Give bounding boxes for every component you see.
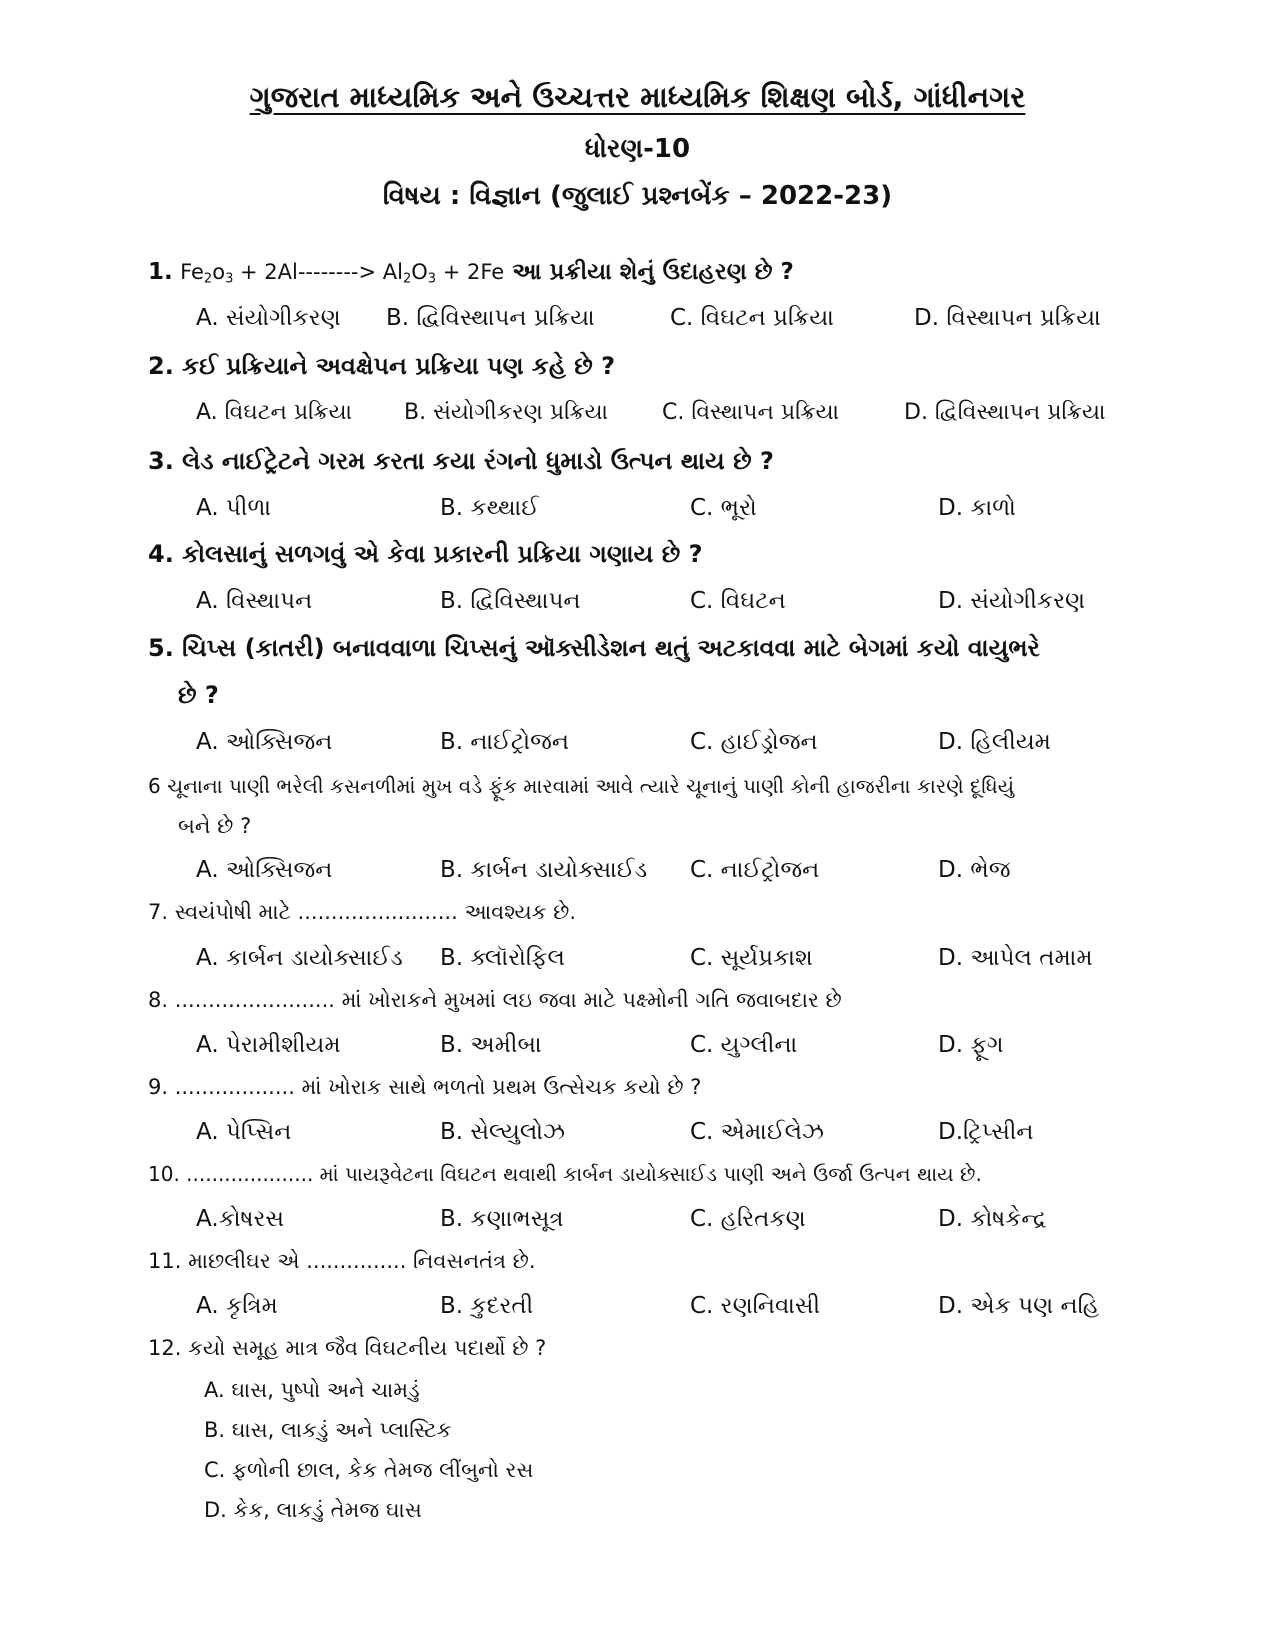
- option-a[interactable]: A. વિઘટન પ્રક્રિયા: [196, 400, 353, 425]
- question-9-options: [196, 1110, 1196, 1154]
- question-1: 1. $Fe_2o_3 + 2Al--------> Al_2O_3 + 2Fe$ આ પ્રક્રીયા શેનું ઉદાહરણ છે ?: [148, 259, 794, 287]
- option-c[interactable]: C. હરિતકણ: [690, 1206, 806, 1232]
- option-b[interactable]: B. કણાભસૂત્ર: [440, 1206, 564, 1232]
- question-11-options: [196, 1284, 1196, 1328]
- option-b[interactable]: B. ઘાસ, લાકડું અને પ્લાસ્ટિક: [204, 1418, 452, 1442]
- option-b[interactable]: B. કથ્થાઈ: [440, 495, 539, 521]
- option-c[interactable]: C. એમાઈલેઝ: [690, 1119, 824, 1145]
- question-3: 3. લેડ નાઈટ્રેટને ગરમ કરતા કયા રંગનો ધુમાડો ઉત્પન થાય છે ?: [148, 447, 774, 475]
- option-c[interactable]: C. ભૂરો: [690, 495, 757, 521]
- option-d[interactable]: D. દ્વિવિસ્થાપન પ્રક્રિયા: [904, 400, 1106, 425]
- question-6: 6 ચૂનાના પાણી ભરેલી કસનળીમાં મુખ વડે ફૂંક મારવામાં આવે ત્યારે ચૂનાનું પાણી કોની હાજરીના કારણે દૂધિયું: [148, 774, 1015, 798]
- question-10-options: [196, 1197, 1196, 1241]
- option-b[interactable]: B. અમીબા: [440, 1032, 542, 1058]
- option-c[interactable]: C. વિઘટન: [690, 588, 786, 614]
- option-b[interactable]: B. કાર્બન ડાયોક્સાઈડ: [440, 857, 648, 883]
- question-4-options: [196, 579, 1196, 623]
- question-4: 4. કોલસાનું સળગવું એ કેવા પ્રકારની પ્રક્રિયા ગણાય છે ?: [148, 540, 703, 568]
- option-c[interactable]: C. હાઈડ્રોજન: [690, 729, 818, 755]
- option-b[interactable]: B. સંયોગીકરણ પ્રક્રિયા: [404, 400, 609, 425]
- option-a[interactable]: A. વિસ્થાપન: [196, 588, 313, 614]
- board-title: ગુજરાત માધ્યમિક અને ઉચ્ચત્તર માધ્યમિક શિક્ષણ બોર્ડ, ગાંધીનગર: [249, 80, 1026, 114]
- question-7: 7. સ્વયંપોષી માટે ........................ આવશ્યક છે.: [148, 900, 577, 924]
- question-9: 9. .................. માં ખોરાક સાથે ભળતો પ્રથમ ઉત્સેચક કયો છે ?: [148, 1075, 702, 1099]
- option-c[interactable]: C. વિઘટન પ્રક્રિયા: [670, 305, 834, 331]
- question-2: 2. કઈ પ્રક્રિયાને અવક્ષેપન પ્રક્રિયા પણ કહે છે ?: [148, 352, 616, 380]
- option-a[interactable]: A. પેરામીશીયમ: [196, 1032, 341, 1058]
- option-d[interactable]: D. ફૂગ: [938, 1032, 1004, 1058]
- option-d[interactable]: D. કોષકેન્દ્ર: [938, 1206, 1047, 1232]
- question-8-options: [196, 1023, 1196, 1067]
- question-5: 5. ચિપ્સ (કાતરી) બનાવવાળા ચિપ્સનું ઑક્સીડેશન થતું અટકાવવા માટે બેગમાં કયો વાયુભરે: [148, 634, 1040, 662]
- option-c[interactable]: C. વિસ્થાપન પ્રક્રિયા: [662, 400, 840, 425]
- option-d[interactable]: D. ભેજ: [938, 857, 1011, 883]
- option-b[interactable]: B. નાઈટ્રોજન: [440, 729, 569, 755]
- question-7-options: [196, 936, 1196, 980]
- option-b[interactable]: B. ક્લૉરોફિલ: [440, 945, 565, 971]
- option-d[interactable]: D. આપેલ તમામ: [938, 945, 1093, 971]
- option-a[interactable]: A. પીળા: [196, 495, 272, 521]
- option-a[interactable]: A.કોષરસ: [196, 1206, 285, 1232]
- question-12: 12. કયો સમૂહ માત્ર જૈવ વિઘટનીય પદાર્થો છે ?: [148, 1336, 547, 1360]
- option-b[interactable]: B. દ્વિવિસ્થાપન પ્રક્રિયા: [386, 305, 595, 331]
- grade-heading: ધોરણ-10: [584, 134, 691, 164]
- option-d[interactable]: D. સંયોગીકરણ: [938, 588, 1086, 614]
- question-2-options: [196, 391, 1196, 435]
- option-d[interactable]: D.ટ્રિપ્સીન: [938, 1119, 1034, 1145]
- option-d[interactable]: D. કાળો: [938, 495, 1016, 521]
- option-a[interactable]: A. ઓક્સિજન: [196, 729, 333, 755]
- option-a[interactable]: A. ઘાસ, પુષ્પો અને ચામડું: [204, 1378, 420, 1402]
- question-10: 10. .................... માં પાયરૂવેટના વિઘટન થવાથી કાર્બન ડાયોક્સાઈડ પાણી અને ઉર્જા ઉત્પન થાય છે.: [148, 1162, 982, 1186]
- option-b[interactable]: B. કુદરતી: [440, 1293, 534, 1319]
- option-a[interactable]: A. પેપ્સિન: [196, 1119, 292, 1145]
- question-5-continuation: છે ?: [178, 681, 219, 709]
- question-1-options: [196, 296, 1196, 340]
- option-c[interactable]: C. ફળોની છાલ, કેક તેમજ લીંબુનો રસ: [204, 1458, 534, 1482]
- option-a[interactable]: A. કૃત્રિમ: [196, 1293, 278, 1319]
- question-11: 11. માછલીઘર એ ............... નિવસનતંત્ર છે.: [148, 1249, 536, 1273]
- option-d[interactable]: D. વિસ્થાપન પ્રક્રિયા: [914, 305, 1101, 331]
- option-a[interactable]: A. કાર્બન ડાયોક્સાઈડ: [196, 945, 403, 971]
- option-c[interactable]: C. નાઈટ્રોજન: [690, 857, 820, 883]
- option-d[interactable]: D. એક પણ નહિ: [938, 1293, 1100, 1319]
- option-d[interactable]: D. કેક, લાકડું તેમજ ઘાસ: [204, 1498, 422, 1522]
- option-d[interactable]: D. હિલીયમ: [938, 729, 1051, 755]
- question-6-options: [196, 848, 1196, 892]
- question-6-continuation: બને છે ?: [178, 814, 252, 838]
- option-c[interactable]: C. સૂર્યપ્રકાશ: [690, 945, 813, 971]
- option-b[interactable]: B. સેલ્યુલોઝ: [440, 1119, 565, 1145]
- option-b[interactable]: B. દ્વિવિસ્થાપન: [440, 588, 581, 614]
- question-12-options: [204, 1370, 533, 1530]
- option-a[interactable]: A. સંયોગીકરણ: [196, 305, 341, 331]
- option-c[interactable]: C. યુગ્લીના: [690, 1032, 798, 1058]
- option-c[interactable]: C. રણનિવાસી: [690, 1293, 821, 1319]
- subject-heading: વિષય : વિજ્ઞાન (જુલાઈ પ્રશ્નબેંક – 2022-23): [382, 181, 893, 211]
- question-8: 8. ........................ માં ખોરાકને મુખમાં લઇ જવા માટે પક્ષ્મોની ગતિ જવાબદાર છે: [148, 988, 842, 1012]
- question-3-options: [196, 486, 1196, 530]
- question-5-options: [196, 720, 1196, 764]
- option-a[interactable]: A. ઓક્સિજન: [196, 857, 333, 883]
- chemical-equation: $Fe_2o_3 + 2Al--------> Al_2O_3 + 2Fe$: [180, 260, 505, 287]
